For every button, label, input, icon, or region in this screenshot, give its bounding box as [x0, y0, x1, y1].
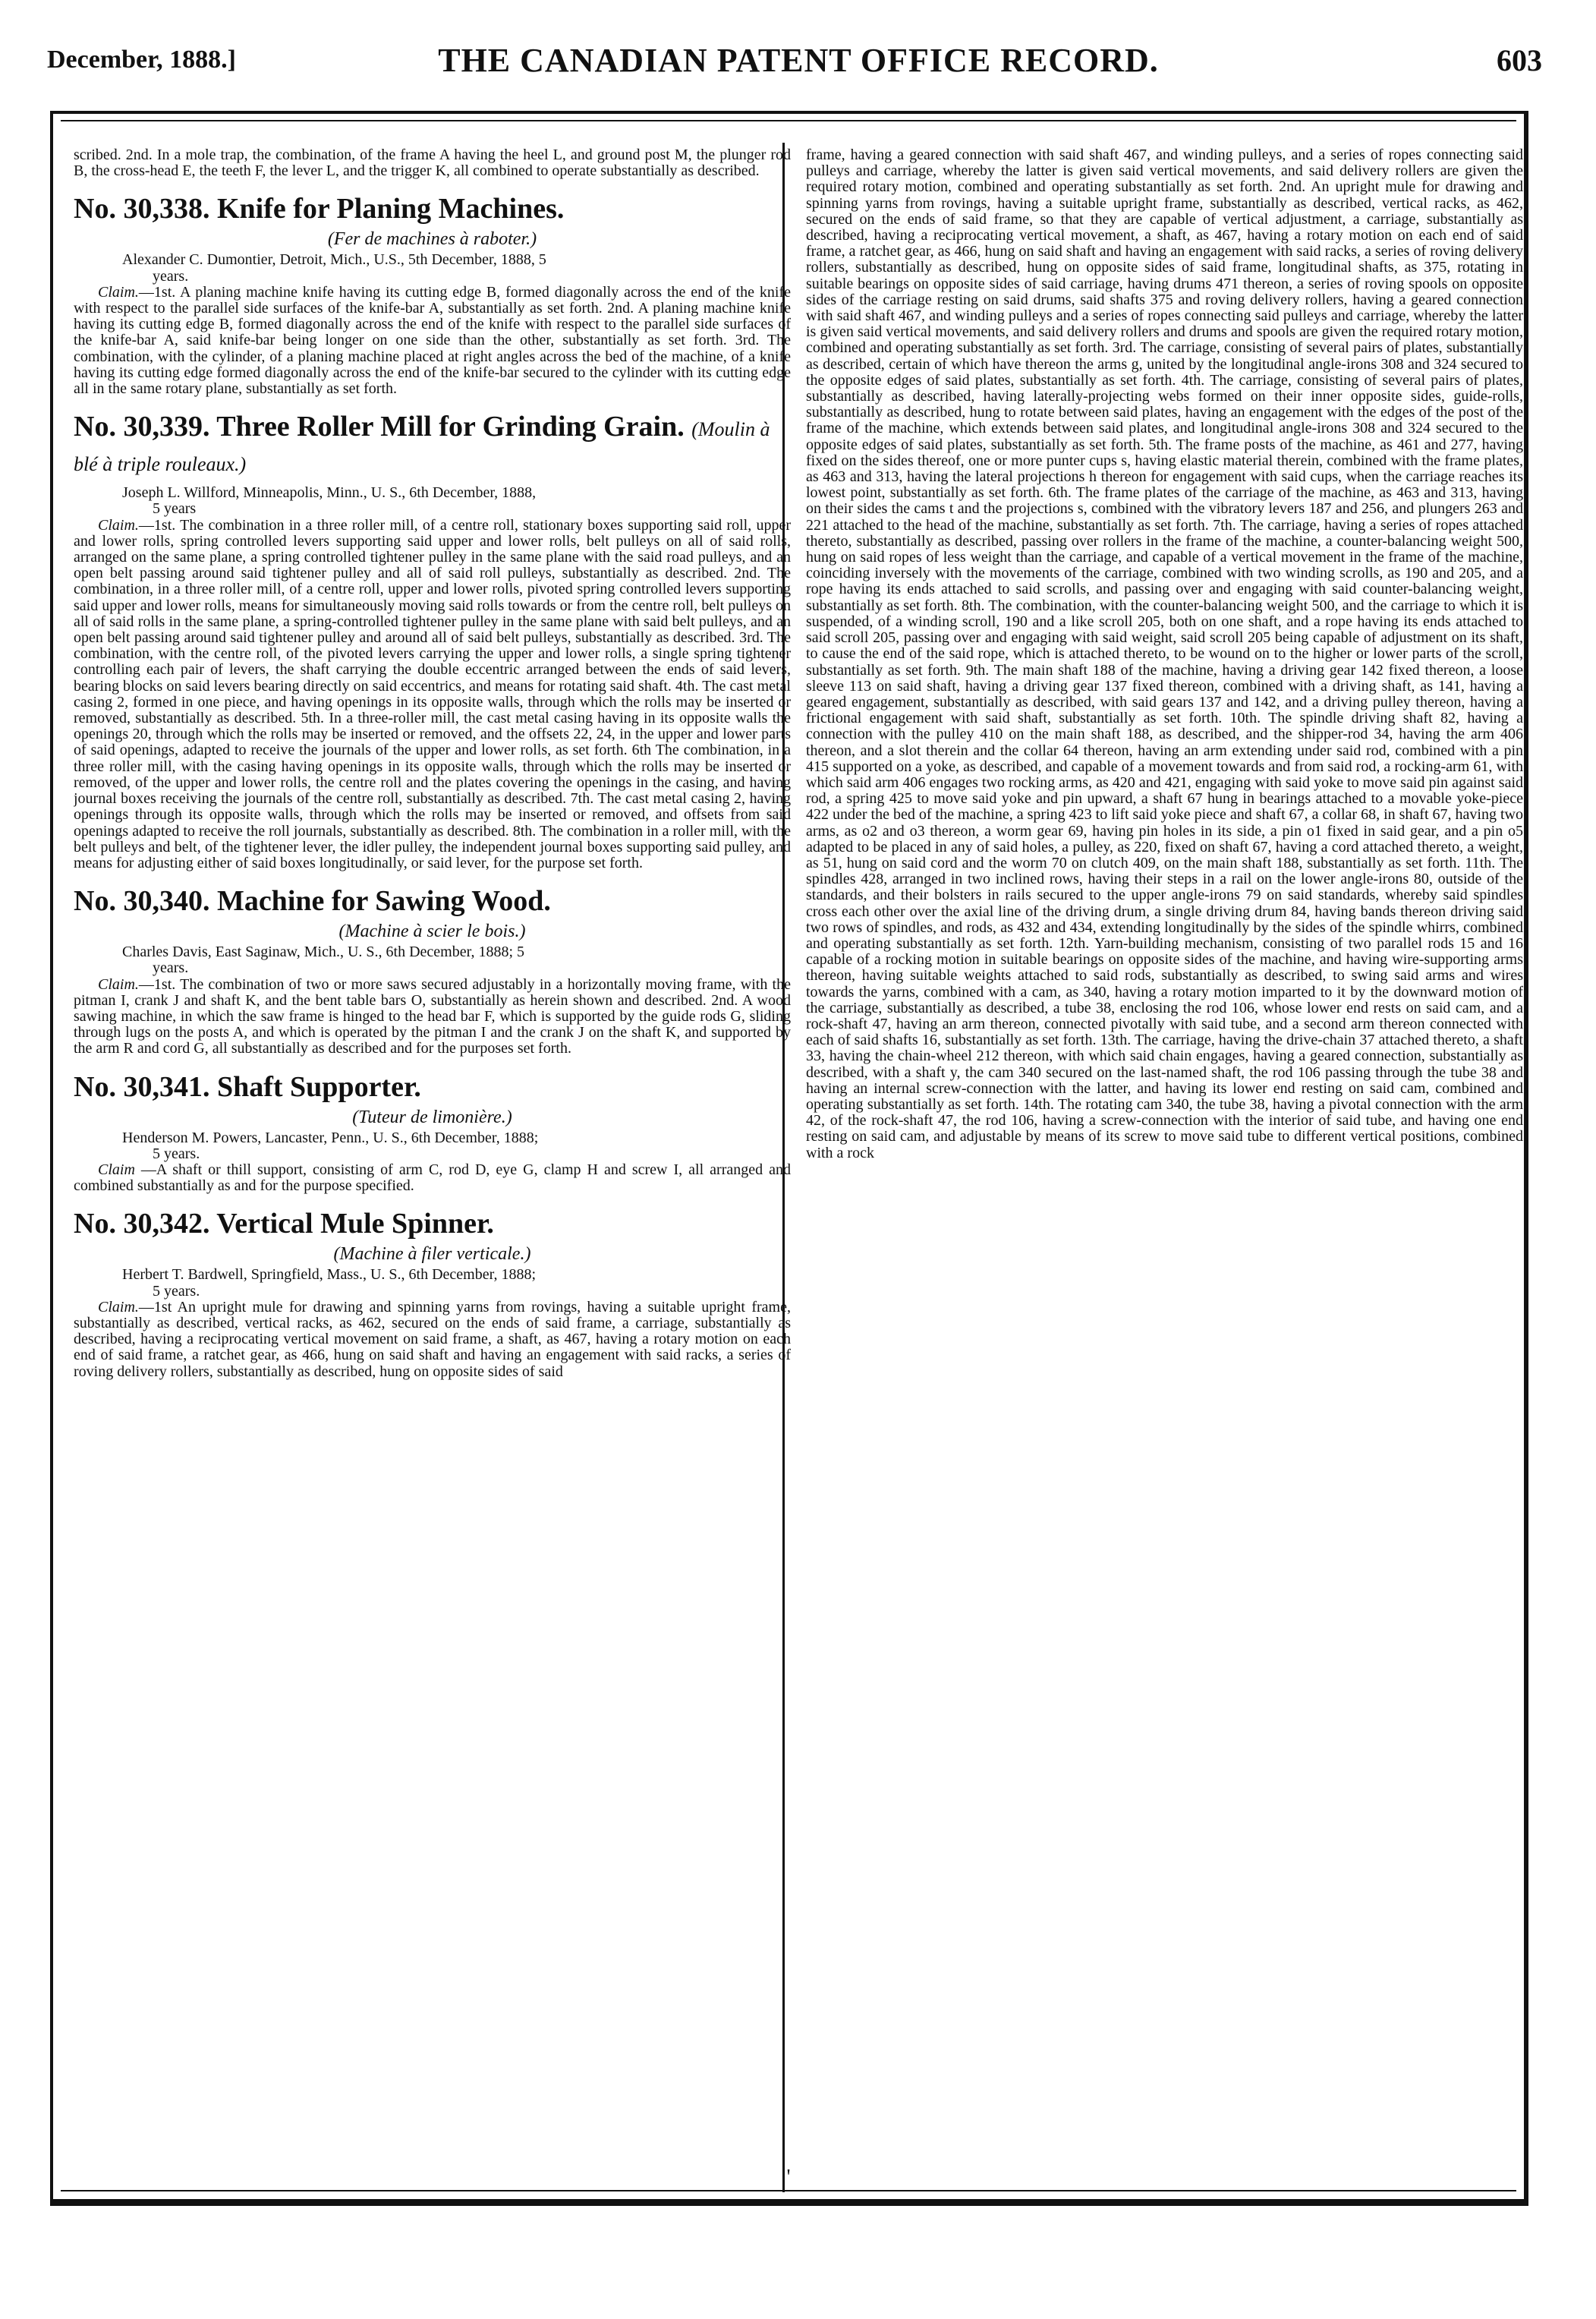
footer-mark: '	[786, 2166, 791, 2189]
claim-paragraph	[74, 1162, 791, 1194]
left-column	[74, 147, 791, 2189]
claim-paragraph	[74, 285, 791, 397]
french-title: (Machine à filer verticale.)	[333, 1244, 531, 1265]
patent-entry-30338	[74, 193, 791, 397]
term-years: 5 years	[153, 500, 197, 518]
claim-label: Claim	[98, 1161, 135, 1178]
journal-title: THE CANADIAN PATENT OFFICE RECORD.	[438, 42, 1159, 79]
inventor-text: Charles Davis, East Saginaw, Mich., U. S., 6th December, 1888; 5	[122, 944, 525, 961]
continued-claim-text: frame, having a geared connection with said shaft 467, and winding pulleys, and a series of ropes connecting said pulleys and carriage, whereby the latter is given said vertical movements, and said delivery rollers are given the required rotary motion, combined and operating substantially as set forth. 2nd. An upright mule for drawing and spinning yarns from rovings, having a suitable upright frame, substantially as described, vertical racks, as 462, secured on the ends of said frame, so that they are capable of vertical adjustment, a carriage, substantially as described, having a reciprocating vertical movement, a shaft, as 467, having a rotary motion on each end of said frame, a ratchet gear, as 466, hung on said shaft and having an engagement with said racks, a series of roving delivery rollers, substantially as described, hung on opposite sides of said frame, longitudinal shafts, as 375, rotating in suitable bearings on opposite sides of said carriage, having drums 471 thereon, a series of roving spools on opposite sides of the carriage resting on said drums, said shafts 375 and roving delivery rollers, having a geared connection with said shaft 467, and winding pulleys and a series of ropes connecting said pulleys and carriage, whereby the latter is given said vertical movements, and said delivery rollers and drums and spools are given the required rotary motion, combined and operating substantially as set forth. 3rd. The carriage, consisting of several pairs of plates, substantially as described, certain of which have thereon the arms g, united by the longitudinal angle-irons 308 and 324 secured to the opposite edges of said plates, substantially as set forth. 4th. The carriage, consisting of several pairs of plates, substantially as described, having laterally-projecting webs formed on their inner opposite sides, guide-rolls, substantially as described, hung to rotate between said plates, having an engagement with the edges of the post of the frame of the machine, which extends between said plates, and longitudinal angle-irons 308 and 324 secured to the opposite edges of said plates, substantially as set forth. 5th. The frame posts of the machine, as 461 and 277, having fixed on the sides thereof, one or more punter cups s, having elastic material therein, combined with the frame plates, as 463 and 313, having the lateral projections h thereon for engagement with said cups, when the carriage reaches its lowest point, substantially as set forth. 6th. The frame plates of the carriage of the machine, as 463 and 313, having on their sides the cams t and the projections s, combined with the vibratory levers 187 and 256, and plungers 263 and 221 attached to the head of the machine, substantially as set forth. 7th. The carriage, having a series of ropes attached thereto, substantially as described, passing over rollers in the frame of the machine, a counter-balancing weight 500, hung on said ropes of less weight than the carriage, and capable of a vertical movement in the frame of the machine, coinciding inversely with the movements of the carriage, combined with two winding scrolls, as 190 and 205, and a rope having its ends attached to said scrolls, and passing over and engaging with said counter-balancing weight, substantially as set forth. 8th. The combination, with the counter-balancing weight 500, and the carriage to which it is suspended, of a winding scroll, 190 and a like scroll 205, both on one shaft, and a rope having its ends attached to said scroll 205, passing over and engaging with said weight, said scroll 205 being capable of adjustment on its shaft, to cause the end of the said rope, which is attached thereto, to be wound on to the higher or lower parts of the scroll, substantially as set forth. 9th. The main shaft 188 of the machine, having a driving gear 142 fixed thereon, a loose sleeve 113 on said shaft, having a driving gear 137 fixed thereon, combined with a driving shaft, as 141, having a geared engagement, substantially as described, with said gears 137 and 142, and a driving pulley thereon, having a frictional engagement with said shaft, substantially as set forth. 10th. The spindle driving shaft 82, having a connection with the pulley 410 on the main shaft 188, as described, and the shipper-rod 34, having the arm 406 thereon, and a slot therein and the collar 64 thereon, having an arm extending under said rod, combined with a pin 415 supported on a yoke, as described, and capable of a movement towards and from said rod, a rocking-arm 61, with which said arm 406 engages two rocking arms, as 420 and 421, engaging with said yoke to move said pin against said rod, a spring 425 to move said yoke and pin upward, a shaft 67 hung in bearings attached to a movable yoke-piece 422 under the bed of the machine, a spring 423 to lift said yoke piece and shaft 67, a collar 68, in shaft 67, having two arms, as o2 and o3 thereon, a worm gear 69, having pin holes in its side, a pin o1 fixed in said gear, and a pin o5 adapted to be placed in any of said holes, a pulley, as 220, fixed on shaft 67, having a cord attached thereto, a weight, as 51, hung on said cord and the worm 70 on clutch 409, on the main shaft 188, substantially as set forth. 11th. The spindles 428, arranged in two inclined rows, having their steps in a rail on the lower angle-irons 80, outside of the standards, and their bolsters in rails secured to the upper angle-irons 79 on said standards, whereby said spindles cross each other over the axial line of the driving drum, a single driving drum 84, having bands thereon driving said two rows of spindles, and rods, as 432 and 434, extending longitudinally by the sides of the spindle whirrs, combined and operating substantially as set forth. 12th. Yarn-building mechanism, consisting of two parallel rods 15 and 16 capable of a rocking motion in suitable bearings on opposite sides of the machine, and having wire-supporting arms thereon, having suitable weights attached to said rods, substantially as described, to swing said arms and wires towards the yarns, combined with a cam, as 340, having a rotary motion imparted to it by the downward motion of the carriage, substantially as described, a tube 38, enclosing the rod 106, whose lower end rests on said cam, and a rock-shaft 47, having an arm thereon, connected pivotally with said tube, and a second arm thereon connected with each of said shafts 16, substantially as set forth. 13th. The carriage, having the drive-chain 37 attached thereto, a shaft 33, having the chain-wheel 212 thereon, with which said chain engages, having a geared connection, substantially as described, with a shaft y, the cam 340 secured on the last-named shaft, the rod 106 passing through the tube 38 and having an internal screw-connection with the latter, and having its lower end resting on said cam, combined and operating substantially as set forth. 14th. The rotating cam 340, the tube 38, having a pivotal connection with the arm 42, of the rock-shaft 47, the rod 106, having a screw-connection with the interior of said tube, and having one end resting on said cam, and adjustable by means of its screw to move said tube to different vertical positions, combined with a rock	[806, 147, 1523, 1161]
patent-title: Three Roller Mill for Grinding Grain.	[216, 411, 685, 443]
french-title: (Fer de machines à raboter.)	[327, 229, 537, 250]
claim-text: —1st. The combination in a three roller mill, of a centre roll, stationary boxes supporting said roll, upper and lower rolls, spring controlled levers supporting said upper and lower rolls, belt pulleys on all of said rolls, arranged on the same plane, a spring controlled tightener pulley in the same plane with the said road pulleys, and an open belt passing around said tightener pulley and all of said roll pulleys, substantially as described. 2nd. The combination, in a three roller mill, of a centre roll, upper and lower rolls, pivoted spring controlled levers supporting said upper and lower rolls, means for simultaneously moving said rolls towards or from the centre roll, belt pulleys on all of said rolls in the same plane, a spring-controlled tightener pulley in the same plane with said belt pulleys, and an open belt passing around said tightener pulley and around all of said belt pulleys, substantially as described. 3rd. The combination, with the centre roll, of the pivoted levers carrying the upper and lower rolls, a single spring tightener controlling each pair of levers, the shaft carrying the double eccentric arranged between the ends of said levers, bearing blocks on said levers bearing directly on said eccentrics, and means for rotating said shaft. 4th. The cast metal casing 2, formed in one piece, and having openings in its opposite walls, through which the rolls may be inserted or removed, substantially as described. 5th. In a three-roller mill, the cast metal casing having in its opposite walls the openings 20, through which the rolls may be inserted or removed, and the offsets 22, 24, in the upper and lower parts of said openings, adapted to receive the journals of the upper and lower rolls, as set forth. 6th The combination, in a three roller mill, with the casing having openings in its opposite walls, through which the rolls may be inserted or removed, of the upper and lower rolls, the centre roll and the plates covering the openings in the casing, and having journal boxes receiving the journals of the centre roll, substantially as described. 7th. The cast metal casing 2, having openings through its opposite walls, through which the rolls may be inserted or removed, and offsets from said openings adapted to receive the roll journals, substantially as described. 8th. The combination in a roller mill, with the belt pulleys and belt, of the tightener lever, the idler pulley, the independent journal boxes supporting said pulley, and means for adjusting either of said boxes longitudinally, or said lever, for the purpose set forth.	[74, 516, 791, 871]
issue-date: December, 1888.]	[47, 46, 236, 74]
patent-heading	[74, 1071, 791, 1103]
term-years: 5 years.	[153, 1282, 200, 1300]
claim-text: —1st. A planing machine knife having its cutting edge B, formed diagonally across the end of the knife with respect to the parallel side surfaces of the knife-bar A, substantially as set forth. 2nd. A planing machine knife having its cutting edge B, formed diagonally across the end of the knife with respect to the parallel side surfaces of the knife-bar A, said knife-bar being longer on one side than the other, substantially as set forth. 3rd. The combination, with the cylinder, of a planing machine placed at right angles across the bed of the machine, of a knife having its cutting edge formed diagonally across the end of the knife-bar secured to the cylinder with its cutting edge all in the same rotary plane, substantially as set forth.	[74, 283, 791, 398]
inventor-text: Joseph L. Willford, Minneapolis, Minn., U. S., 6th December, 1888,	[122, 484, 537, 502]
patent-title: Machine for Sawing Wood.	[216, 885, 551, 918]
patent-entry-30342	[74, 1208, 791, 1379]
inventor-line	[74, 485, 791, 517]
patent-heading	[74, 1208, 791, 1240]
patent-title: Vertical Mule Spinner.	[216, 1208, 494, 1240]
claim-label: Claim.	[98, 975, 139, 993]
inventor-text: Henderson M. Powers, Lancaster, Penn., U. S., 6th December, 1888;	[122, 1129, 539, 1146]
patent-entry-30340	[74, 885, 791, 1057]
patent-title: Shaft Supporter.	[216, 1070, 421, 1103]
french-title: (Tuteur de limonière.)	[352, 1107, 512, 1127]
patent-heading	[74, 193, 791, 225]
right-column	[806, 147, 1523, 2189]
patent-entry-30339	[74, 411, 791, 871]
inventor-line	[74, 944, 791, 976]
claim-label: Claim.	[98, 1298, 139, 1315]
patent-title: Knife for Planing Machines.	[216, 193, 565, 225]
inventor-line	[74, 1267, 791, 1299]
patent-heading	[74, 411, 791, 480]
french-title: (Machine à scier le bois.)	[338, 922, 526, 942]
claim-text: —1st. The combination of two or more saws secured adjustably in a horizontally moving frame, with the pitman I, crank J and shaft K, and the bent table bars O, substantially as herein shown and described. 2nd. A wood sawing machine, in which the saw frame is hinged to the head bar F, which is supported by the guide rods G, sliding through lugs on the posts A, and which is operated by the pitman I and the crank J on the shaft K, and supported by the arm R and cord G, all substantially as described and for the purposes set forth.	[74, 975, 791, 1057]
inventor-line	[74, 1130, 791, 1162]
page-number: 603	[1497, 43, 1542, 77]
patent-heading	[74, 885, 791, 917]
continuation-text: scribed. 2nd. In a mole trap, the combination, of the frame A having the heel L, and ground post M, the plunger rod B, the cross-head E, the teeth F, the lever L, and the trigger K, all combined to operate substantially as described.	[74, 147, 791, 180]
claim-paragraph	[74, 518, 791, 871]
claim-label: Claim.	[98, 283, 139, 301]
french-title: (Moulin à blé à triple rouleaux.)	[74, 418, 770, 476]
claim-label: Claim.	[98, 516, 139, 534]
inventor-line	[74, 252, 791, 284]
patent-number: No. 30,342.	[74, 1208, 210, 1240]
claim-paragraph	[74, 1300, 791, 1380]
claim-text: —A shaft or thill support, consisting of arm C, rod D, eye G, clamp H and screw I, all arranged and combined substantially as and for the purpose specified.	[74, 1161, 791, 1195]
running-header	[47, 38, 1550, 83]
term-years: 5 years.	[153, 1145, 200, 1162]
inventor-text: Alexander C. Dumontier, Detroit, Mich., U.S., 5th December, 1888, 5	[122, 251, 546, 269]
claim-paragraph	[74, 977, 791, 1057]
claim-text: —1st An upright mule for drawing and spinning yarns from rovings, having a suitable upright frame, substantially as described, vertical racks, as 462, secured on the ends of said frame, a carriage, substantially as described, having a reciprocating vertical movement on said frame, a shaft, as 467, having a rotary motion on each end of said frame, a ratchet gear, as 466, hung on said shaft and having an engagement with said racks, a series of roving delivery rollers, substantially as described, hung on opposite sides of said	[74, 1298, 791, 1380]
patent-number: No. 30,341.	[74, 1070, 210, 1103]
term-years: years.	[153, 267, 189, 285]
patent-entry-30341	[74, 1071, 791, 1195]
term-years: years.	[153, 959, 189, 977]
patent-number: No. 30,338.	[74, 193, 210, 225]
inventor-text: Herbert T. Bardwell, Springfield, Mass., U. S., 6th December, 1888;	[122, 1266, 537, 1284]
patent-number: No. 30,340.	[74, 885, 210, 918]
patent-number: No. 30,339.	[74, 411, 210, 443]
